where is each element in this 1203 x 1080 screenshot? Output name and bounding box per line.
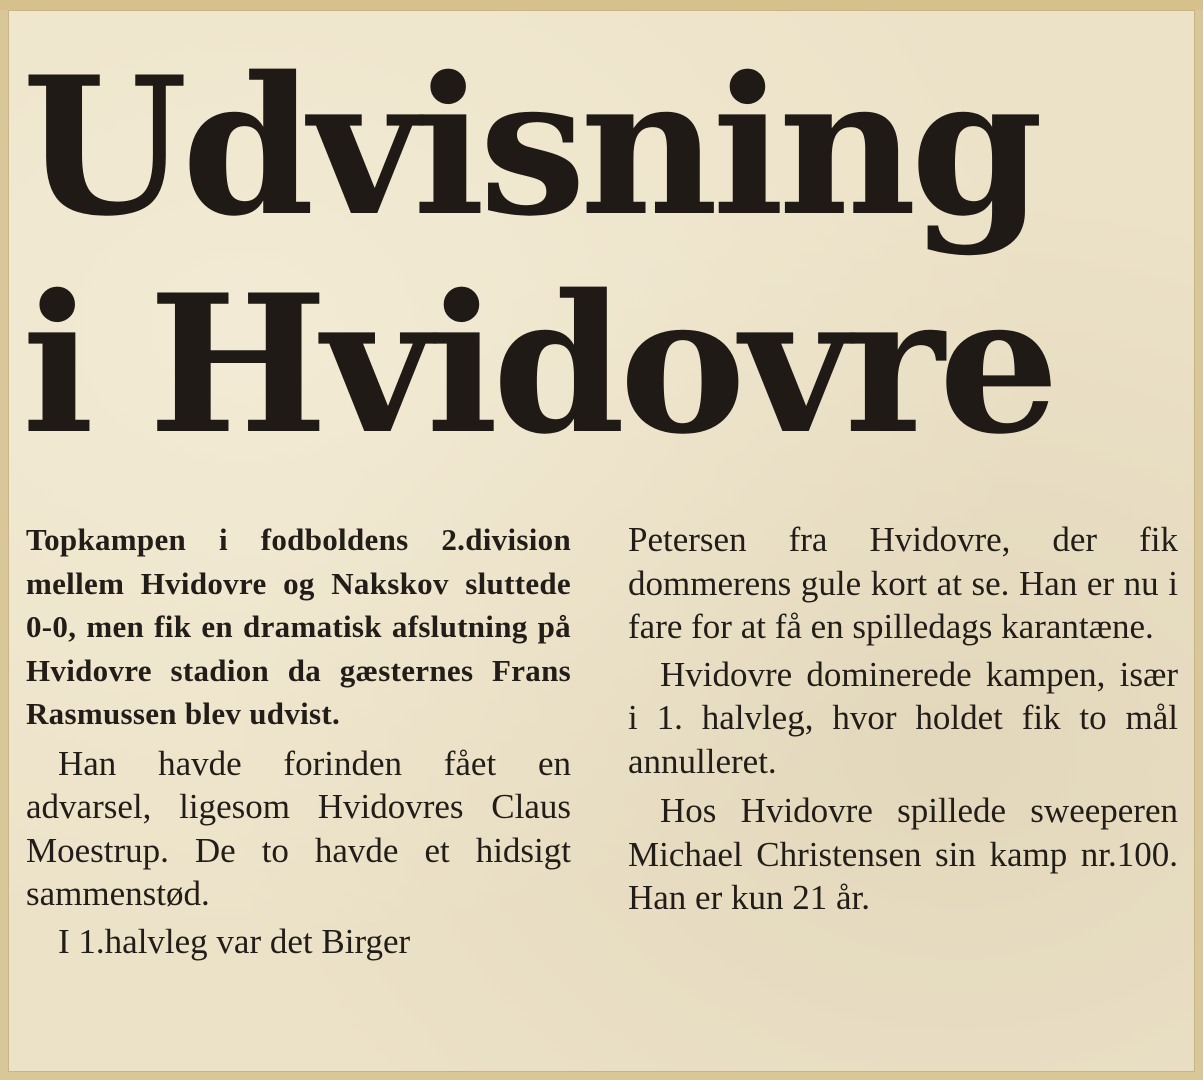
article-paragraph-4: Hos Hvidovre spillede sweeperen Michael Christensen sin kamp nr.100. Han er kun 21 år.: [628, 791, 1178, 917]
article-column-right: [628, 518, 1178, 920]
headline-line-1: Udvisning: [22, 35, 1038, 258]
article-lead: Topkampen i fodboldens 2.division mellem Hvidovre og Nakskov sluttede 0-0, men fik en dramatisk afslutning på Hvidovre stadion da gæsternes Frans Rasmussen blev udvist.: [26, 522, 571, 731]
headline: [22, 35, 1054, 476]
article-paragraph-2-continued: Petersen fra Hvidovre, der fik dommerens gule kort at se. Han er nu i fare for at få en spilledags karantæne.: [628, 520, 1178, 646]
article-paragraph-2: I 1.halvleg var det Birger: [58, 921, 411, 961]
backing-strip: [0, 0, 1203, 10]
article-column-left: [26, 518, 571, 963]
newspaper-clipping: [8, 10, 1195, 1072]
article-paragraph-3: Hvidovre dominerede kampen, især i 1. halvleg, hvor holdet fik to mål annulleret.: [628, 654, 1178, 781]
article-paragraph-1: Han havde forinden fået en advarsel, ligesom Hvidovres Claus Moestrup. De to havde et hidsigt sammenstød.: [26, 743, 571, 913]
headline-line-2: i Hvidovre: [22, 253, 1054, 476]
